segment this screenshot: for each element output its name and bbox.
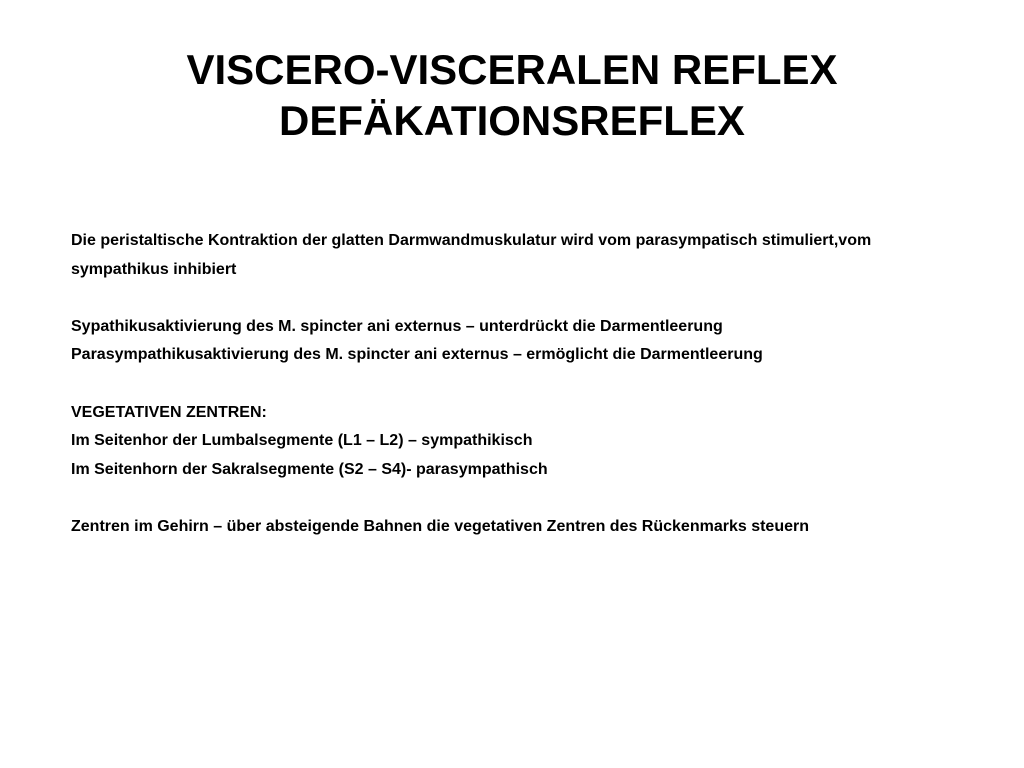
paragraph-brain-centers bbox=[71, 513, 971, 542]
paragraph-sphincter bbox=[71, 313, 971, 370]
text-line: Im Seitenhor der Lumbalsegmente (L1 – L2) – sympathikisch bbox=[71, 432, 533, 450]
paragraph-peristaltic bbox=[71, 227, 971, 284]
text-line: Die peristaltische Kontraktion der glatten Darmwandmuskulatur wird vom parasympatisch stimuliert,vom bbox=[71, 232, 872, 249]
slide-title bbox=[0, 44, 1024, 146]
text-line: Zentren im Gehirn – über absteigende Bahnen die vegetativen Zentren des Rückenmarks steuern bbox=[71, 517, 809, 535]
text-line: sympathikus inhibiert bbox=[71, 260, 237, 278]
slide-body bbox=[71, 227, 971, 542]
title-line-2: DEFÄKATIONSREFLEX bbox=[279, 97, 745, 144]
title-line-1: VISCERO-VISCERALEN REFLEX bbox=[186, 46, 838, 93]
paragraph-vegetative-centers bbox=[71, 399, 971, 485]
text-line: Parasympathikusaktivierung des M. spincter ani externus – ermöglicht die Darmentleerung bbox=[71, 346, 763, 364]
section-heading: VEGETATIVEN ZENTREN: bbox=[71, 403, 267, 421]
text-line: Sypathikusaktivierung des M. spincter ani externus – unterdrückt die Darmentleerung bbox=[71, 317, 723, 335]
text-line: Im Seitenhorn der Sakralsegmente (S2 – S4)- parasympathisch bbox=[71, 460, 548, 478]
